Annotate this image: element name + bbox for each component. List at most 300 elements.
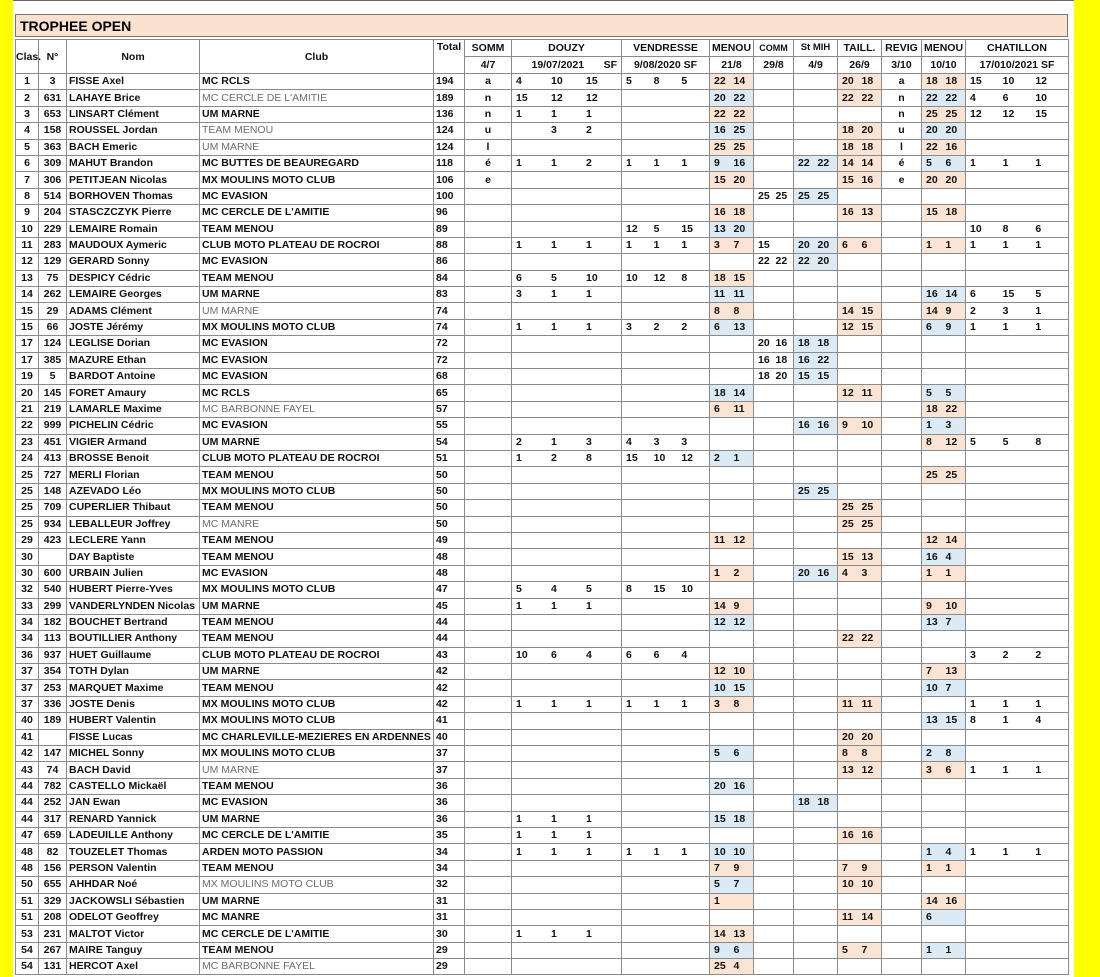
cell-taill-value: 10 (842, 878, 854, 891)
cell-chatillon-values (968, 697, 1066, 712)
cell-stmih-value: 22 (817, 157, 830, 170)
cell-clas (16, 270, 39, 286)
cell-douzy (512, 598, 622, 614)
cell-menou-2 (922, 467, 966, 483)
number-value: 514 (43, 189, 62, 202)
cell-chatillon-value: 1 (1035, 304, 1042, 317)
total-value: 48 (436, 566, 448, 579)
cell-menou-1 (710, 778, 754, 794)
cell-somm (465, 106, 512, 122)
cell-stmih-value: 20 (817, 255, 830, 268)
cell-chatillon (966, 237, 1069, 253)
cell-douzy (512, 909, 622, 925)
cell-comm (754, 942, 794, 958)
cell-somm (465, 860, 512, 876)
cell-douzy (512, 844, 622, 860)
club-value: MC CERCLE DE L'AMITIE (202, 927, 330, 940)
cell-menou-1-value: 6 (714, 403, 720, 415)
total-value: 57 (436, 403, 448, 415)
page-title: TROPHEE OPEN (15, 14, 1068, 37)
cell-douzy-value: 8 (586, 452, 592, 465)
cell-comm (754, 959, 794, 975)
number-value: 156 (43, 861, 62, 874)
clas-value: 8 (24, 189, 30, 202)
cell-vendresse-value: 15 (626, 452, 638, 465)
cell-total (434, 713, 465, 729)
cell-chatillon (966, 385, 1069, 401)
name-value: DESPICY Cédric (69, 271, 151, 284)
cell-total (434, 303, 465, 319)
cell-comm (754, 221, 794, 237)
cell-menou-2-value: 25 (945, 468, 958, 481)
cell-clas (16, 352, 39, 368)
cell-menou-1-values (712, 386, 751, 401)
cell-menou-2 (922, 598, 966, 614)
cell-douzy (512, 959, 622, 975)
number-value: 413 (43, 452, 62, 465)
cell-menou-2-values (924, 861, 963, 876)
cell-menou-1-value: 16 (733, 157, 746, 170)
table-row (16, 942, 1069, 958)
total-value: 124 (436, 140, 454, 153)
cell-vendresse (622, 647, 710, 663)
cell-revig (882, 680, 922, 696)
cell-number (39, 434, 67, 450)
cell-somm (465, 909, 512, 925)
cell-number (39, 713, 67, 729)
cell-clas (16, 483, 39, 499)
cell-menou-1-value: 15 (714, 812, 726, 825)
cell-taill-value: 14 (842, 157, 854, 170)
cell-chatillon (966, 811, 1069, 827)
cell-douzy-value: 1 (516, 812, 522, 825)
cell-number (39, 959, 67, 975)
club-value: TEAM MENOU (202, 124, 274, 137)
cell-revig (882, 762, 922, 778)
cell-number (39, 237, 67, 253)
cell-menou-2-values (924, 173, 963, 188)
cell-menou-2-value: 14 (926, 894, 938, 907)
number-value: 66 (46, 321, 59, 334)
cell-taill-value: 16 (842, 206, 854, 219)
cell-taill-values (840, 861, 879, 876)
cell-taill-value: 15 (842, 550, 854, 563)
cell-stmih (794, 188, 838, 204)
name-value: CUPERLIER Thibaut (69, 501, 171, 514)
total-value: 36 (436, 779, 448, 792)
club-value: TEAM MENOU (202, 468, 274, 481)
cell-vendresse-value: 4 (681, 648, 688, 661)
club-value: TEAM MENOU (202, 632, 274, 645)
cell-revig (882, 336, 922, 352)
cell-douzy-value: 2 (586, 124, 592, 137)
cell-menou-2-values (924, 664, 963, 679)
cell-name (67, 827, 200, 843)
cell-chatillon (966, 319, 1069, 335)
cell-taill (838, 401, 882, 417)
clas-value: 21 (21, 403, 33, 415)
cell-stmih (794, 762, 838, 778)
cell-chatillon-value: 2 (970, 304, 976, 317)
club-value: MC CHARLEVILLE-MEZIERES EN ARDENNES (202, 730, 431, 743)
cell-chatillon (966, 188, 1069, 204)
cell-taill-value: 5 (842, 943, 848, 956)
event-douzy: DOUZY (512, 40, 622, 57)
cell-clas (16, 90, 39, 106)
cell-chatillon (966, 614, 1069, 630)
cell-menou-2-value: 12 (926, 534, 938, 547)
date-douzy-text: 19/07/2021 (531, 59, 585, 71)
cell-douzy (512, 795, 622, 811)
cell-douzy-values (514, 812, 619, 827)
cell-name (67, 877, 200, 893)
cell-menou-1-values (712, 91, 751, 106)
name-value: STASCZCZYK Pierre (69, 206, 172, 219)
cell-menou-1 (710, 303, 754, 319)
cell-name (67, 483, 200, 499)
cell-stmih-value: 16 (817, 419, 830, 432)
date-chatillon-text: 17/010/2021 (979, 59, 1039, 71)
cell-menou-1-values (712, 599, 751, 614)
cell-douzy (512, 811, 622, 827)
number-value: 631 (43, 91, 62, 104)
cell-chatillon (966, 434, 1069, 450)
cell-douzy (512, 434, 622, 450)
cell-total (434, 172, 465, 188)
club-value: MX MOULINS MOTO CLUB (202, 747, 336, 760)
name-value: LEBALLEUR Joffrey (69, 517, 171, 530)
clas-value: 11 (21, 239, 33, 252)
cell-menou-1-value: 10 (714, 681, 726, 694)
cell-taill (838, 418, 882, 434)
club-value: MC EVASION (202, 353, 268, 366)
cell-revig (882, 434, 922, 450)
cell-menou-2 (922, 237, 966, 253)
cell-club (200, 860, 434, 876)
cell-club (200, 795, 434, 811)
cell-comm-value: 25 (758, 189, 770, 202)
name-value: FISSE Axel (69, 75, 125, 88)
cell-menou-2-value: 14 (926, 304, 938, 317)
table-row (16, 860, 1069, 876)
cell-name (67, 336, 200, 352)
cell-name (67, 221, 200, 237)
cell-somm (465, 418, 512, 434)
cell-taill-value: 14 (861, 157, 874, 170)
cell-chatillon (966, 713, 1069, 729)
cell-vendresse (622, 664, 710, 680)
clas-value: 33 (21, 599, 33, 612)
clas-value: 5 (24, 140, 30, 153)
cell-taill-value: 4 (842, 566, 848, 579)
cell-taill (838, 155, 882, 171)
cell-menou-1 (710, 696, 754, 712)
cell-menou-1-value: 25 (714, 960, 726, 973)
cell-menou-2-values (924, 910, 963, 925)
cell-taill (838, 385, 882, 401)
cell-somm (465, 352, 512, 368)
cell-comm (754, 303, 794, 319)
cell-taill-values (840, 730, 879, 745)
cell-chatillon-value: 15 (1035, 107, 1048, 120)
cell-douzy-value: 1 (586, 599, 592, 612)
cell-chatillon (966, 696, 1069, 712)
cell-douzy (512, 729, 622, 745)
cell-clas (16, 647, 39, 663)
cell-stmih-value: 18 (798, 796, 810, 809)
cell-menou-2-values (924, 599, 963, 614)
cell-club (200, 369, 434, 385)
cell-menou-2-values (924, 746, 963, 761)
total-value: 124 (436, 124, 454, 137)
cell-name (67, 811, 200, 827)
cell-taill (838, 188, 882, 204)
cell-revig (882, 450, 922, 466)
number-value: 267 (43, 943, 62, 956)
name-value: CASTELLO Mickaël (69, 779, 167, 792)
cell-number (39, 450, 67, 466)
cell-chatillon (966, 647, 1069, 663)
clas-value: 22 (21, 419, 33, 432)
table-row (16, 270, 1069, 286)
cell-number (39, 155, 67, 171)
cell-taill (838, 532, 882, 548)
cell-stmih-values (796, 156, 835, 171)
cell-menou-2-value: 16 (926, 288, 938, 301)
cell-revig (882, 959, 922, 975)
number-value: 147 (43, 747, 62, 760)
cell-menou-2 (922, 811, 966, 827)
name-value: JAN Ewan (69, 796, 121, 809)
cell-club (200, 336, 434, 352)
cell-menou-1 (710, 139, 754, 155)
cell-chatillon-values (968, 287, 1066, 302)
cell-menou-1 (710, 237, 754, 253)
cell-comm-values (756, 189, 791, 204)
cell-menou-2-values (924, 681, 963, 696)
cell-revig (882, 205, 922, 221)
total-value: 51 (436, 452, 448, 465)
cell-menou-2-value: 1 (945, 861, 952, 874)
cell-vendresse (622, 762, 710, 778)
cell-menou-1-value: 2 (733, 566, 740, 579)
cell-chatillon-values (968, 238, 1066, 253)
club-value: ARDEN MOTO PASSION (202, 845, 323, 858)
club-value: TEAM MENOU (202, 550, 274, 563)
cell-somm (465, 336, 512, 352)
cell-menou-2-values (924, 418, 963, 433)
table-row (16, 909, 1069, 925)
cell-vendresse (622, 90, 710, 106)
club-value: MC EVASION (202, 566, 268, 579)
club-value: MX MOULINS MOTO CLUB (202, 878, 334, 891)
club-value: MC CERCLE DE L'AMITIE (202, 829, 330, 842)
cell-menou-2-values (924, 320, 963, 335)
cell-clas (16, 811, 39, 827)
cell-name (67, 532, 200, 548)
cell-total (434, 729, 465, 745)
cell-somm (465, 746, 512, 762)
total-value: 41 (436, 714, 448, 727)
cell-revig (882, 860, 922, 876)
cell-number (39, 106, 67, 122)
name-value: HUBERT Pierre-Yves (69, 583, 173, 596)
cell-chatillon-values (968, 74, 1066, 89)
cell-taill-values (840, 386, 879, 401)
cell-taill-value: 18 (861, 140, 874, 153)
cell-vendresse-value: 12 (626, 222, 638, 235)
cell-menou-1-values (712, 943, 751, 958)
cell-chatillon (966, 74, 1069, 90)
cell-comm (754, 713, 794, 729)
number-value: 299 (43, 599, 62, 612)
cell-menou-1-value: 7 (714, 861, 720, 874)
cell-stmih (794, 532, 838, 548)
cell-chatillon-value: 1 (970, 698, 976, 711)
cell-number (39, 795, 67, 811)
cell-clas (16, 434, 39, 450)
table-row (16, 565, 1069, 581)
cell-clas (16, 139, 39, 155)
cell-menou-2-value: 6 (945, 763, 952, 776)
cell-number (39, 778, 67, 794)
cell-taill-value: 14 (861, 911, 874, 924)
cell-menou-1 (710, 844, 754, 860)
cell-menou-1-values (712, 320, 751, 335)
cell-chatillon (966, 155, 1069, 171)
cell-menou-2 (922, 106, 966, 122)
cell-taill-value: 25 (861, 501, 874, 514)
cell-menou-2 (922, 549, 966, 565)
cell-menou-2 (922, 959, 966, 975)
cell-menou-1 (710, 877, 754, 893)
cell-menou-1-value: 1 (733, 452, 740, 465)
cell-somm (465, 729, 512, 745)
cell-number (39, 336, 67, 352)
cell-revig (882, 500, 922, 516)
cell-vendresse-value: 1 (681, 698, 688, 711)
cell-taill-values (840, 173, 879, 188)
clas-value: 24 (21, 452, 33, 465)
cell-stmih (794, 614, 838, 630)
cell-comm-value: 22 (758, 255, 770, 268)
cell-menou-2-values (924, 550, 963, 565)
cell-number (39, 942, 67, 958)
number-value: 231 (43, 927, 62, 940)
cell-vendresse-value: 1 (653, 239, 660, 252)
cell-douzy (512, 827, 622, 843)
cell-vendresse (622, 680, 710, 696)
club-value: CLUB MOTO PLATEAU DE ROCROI (202, 452, 380, 465)
clas-value: 36 (21, 648, 33, 661)
cell-menou-2 (922, 254, 966, 270)
clas-value: 25 (21, 517, 33, 530)
number-value: 385 (43, 353, 62, 366)
cell-club (200, 909, 434, 925)
cell-taill (838, 303, 882, 319)
cell-menou-2-value: 20 (945, 124, 958, 137)
cell-comm (754, 287, 794, 303)
cell-clas (16, 303, 39, 319)
col-number: N° (39, 40, 67, 74)
cell-stmih-value: 22 (817, 353, 830, 366)
cell-chatillon (966, 565, 1069, 581)
cell-total (434, 385, 465, 401)
cell-number (39, 877, 67, 893)
somm-letter: a (485, 75, 491, 88)
cell-stmih (794, 811, 838, 827)
cell-revig (882, 139, 922, 155)
cell-vendresse (622, 778, 710, 794)
cell-vendresse (622, 729, 710, 745)
cell-taill (838, 139, 882, 155)
cell-menou-1-value: 13 (733, 321, 746, 334)
clas-value: 37 (21, 665, 33, 678)
cell-comm (754, 516, 794, 532)
cell-menou-1-value: 25 (714, 140, 726, 153)
cell-douzy (512, 664, 622, 680)
cell-douzy (512, 205, 622, 221)
total-value: 34 (436, 861, 448, 874)
club-value: MC EVASION (202, 189, 268, 202)
cell-number (39, 287, 67, 303)
cell-menou-2 (922, 565, 966, 581)
cell-taill (838, 909, 882, 925)
cell-menou-2-values (924, 894, 963, 909)
cell-total (434, 664, 465, 680)
cell-menou-1-value: 9 (733, 861, 740, 874)
cell-clas (16, 221, 39, 237)
cell-taill-value: 8 (842, 747, 848, 760)
cell-taill-value: 11 (842, 698, 854, 711)
club-value: CLUB MOTO PLATEAU DE ROCROI (202, 648, 380, 661)
cell-vendresse (622, 450, 710, 466)
cell-menou-2-values (924, 156, 963, 171)
cell-douzy (512, 696, 622, 712)
cell-somm (465, 385, 512, 401)
cell-number (39, 270, 67, 286)
cell-chatillon (966, 746, 1069, 762)
cell-comm (754, 827, 794, 843)
cell-taill (838, 221, 882, 237)
cell-name (67, 680, 200, 696)
cell-vendresse-value: 1 (653, 157, 660, 170)
cell-vendresse (622, 483, 710, 499)
cell-name (67, 123, 200, 139)
cell-somm (465, 680, 512, 696)
cell-number (39, 696, 67, 712)
cell-douzy-value: 1 (516, 599, 522, 612)
cell-menou-2 (922, 90, 966, 106)
total-value: 40 (436, 730, 448, 743)
cell-menou-1 (710, 926, 754, 942)
cell-menou-1-value: 8 (714, 304, 720, 317)
name-value: LEGLISE Dorian (69, 337, 151, 350)
cell-stmih (794, 909, 838, 925)
clas-value: 34 (21, 616, 33, 629)
total-value: 29 (436, 943, 448, 956)
cell-revig (882, 106, 922, 122)
cell-menou-1-value: 5 (714, 747, 720, 760)
cell-club (200, 287, 434, 303)
cell-chatillon-value: 6 (1002, 91, 1009, 104)
cell-comm (754, 532, 794, 548)
cell-total (434, 631, 465, 647)
cell-clas (16, 614, 39, 630)
number-value: 204 (43, 206, 62, 219)
cell-douzy (512, 369, 622, 385)
cell-stmih (794, 237, 838, 253)
